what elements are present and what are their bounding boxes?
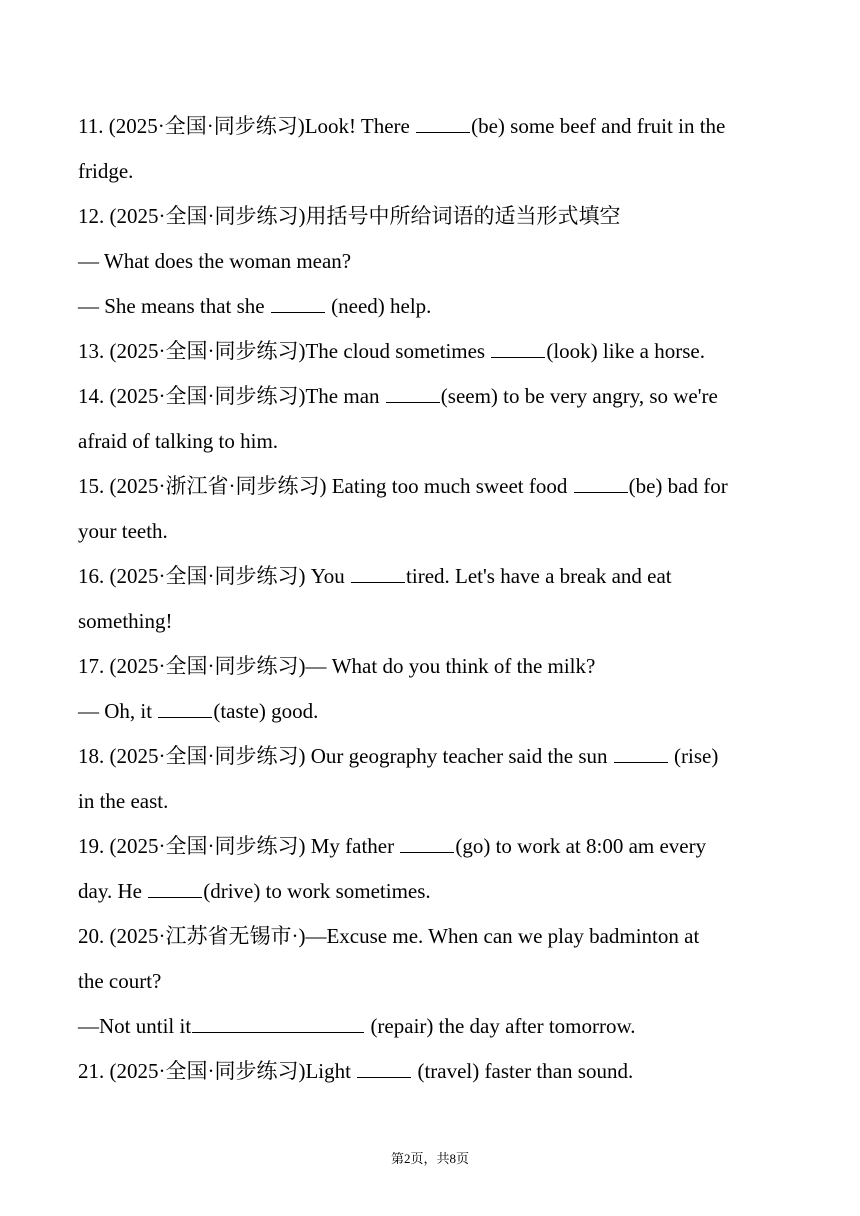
question-list [78,104,788,1094]
q20-continuation: the court? [78,969,162,993]
q14-line-2 [78,419,788,464]
q19-line-1 [78,824,788,869]
q12-text: 12. (2025·全国·同步练习)用括号中所给词语的适当形式填空 [78,204,621,228]
q18-line-2 [78,779,788,824]
q11-text-after: (be) some beef and fruit in the [471,114,726,138]
answer-blank[interactable] [416,112,470,133]
q18-text-after: (rise) [668,744,719,768]
q14-text: 14. (2025·全国·同步练习)The man [78,384,385,408]
answer-blank[interactable] [192,1012,364,1033]
q17-text-after: (taste) good. [213,699,319,723]
answer-blank[interactable] [357,1057,411,1078]
q16-line-2 [78,599,788,644]
q16-text: 16. (2025·全国·同步练习) You [78,564,351,588]
q15-line-2 [78,509,788,554]
q21-text-after: (travel) faster than sound. [412,1059,634,1083]
answer-blank[interactable] [386,382,440,403]
q14-continuation: afraid of talking to him. [78,429,279,453]
q13-text-after: (look) like a horse. [546,339,705,363]
q15-continuation: your teeth. [78,519,168,543]
q14-line-1 [78,374,788,419]
q20-line-3 [78,1004,788,1049]
q11-text: 11. (2025·全国·同步练习)Look! There [78,114,416,138]
q19-text: 19. (2025·全国·同步练习) My father [78,834,400,858]
q12-line-2 [78,239,788,284]
q15-text-after: (be) bad for [628,474,728,498]
answer-blank[interactable] [158,697,212,718]
q17-line-1 [78,644,788,689]
q18-continuation: in the east. [78,789,169,813]
answer-blank[interactable] [574,472,628,493]
q12-dialogue-1: — What does the woman mean? [78,249,352,273]
q12-dialogue-2: — She means that she [78,294,270,318]
q19-continuation: day. He [78,879,148,903]
q13-line-1 [78,329,788,374]
q19-text-after-2: (drive) to work sometimes. [203,879,431,903]
q16-line-1 [78,554,788,599]
q12-line-3 [78,284,788,329]
page-number-footer: 第2页，共8页 [390,1151,469,1166]
q14-text-after: (seem) to be very angry, so we're [440,384,718,408]
answer-blank[interactable] [351,562,405,583]
answer-blank[interactable] [271,292,325,313]
q16-continuation: something! [78,609,173,633]
q20-dialogue: —Not until it [78,1014,192,1038]
q13-text: 13. (2025·全国·同步练习)The cloud sometimes [78,339,491,363]
q11-continuation: fridge. [78,159,134,183]
answer-blank[interactable] [614,742,668,763]
q20-line-1 [78,914,788,959]
q17-dialogue: — Oh, it [78,699,158,723]
q20-text: 20. (2025·江苏省无锡市·)—Excuse me. When can we play badminton at [78,924,700,948]
q12-line-1 [78,194,788,239]
answer-blank[interactable] [148,877,202,898]
q20-line-2 [78,959,788,1004]
q11-line-1 [78,104,788,149]
q15-text: 15. (2025·浙江省·同步练习) Eating too much sweet food [78,474,573,498]
q17-text: 17. (2025·全国·同步练习)— What do you think of the milk? [78,654,596,678]
q17-line-2 [78,689,788,734]
q20-text-after: (repair) the day after tomorrow. [365,1014,636,1038]
q15-line-1 [78,464,788,509]
q12-text-after: (need) help. [325,294,432,318]
q21-text: 21. (2025·全国·同步练习)Light [78,1059,357,1083]
answer-blank[interactable] [491,337,545,358]
q11-line-2 [78,149,788,194]
q21-line-1 [78,1049,788,1094]
q19-text-after: (go) to work at 8:00 am every [455,834,707,858]
q18-line-1 [78,734,788,779]
q18-text: 18. (2025·全国·同步练习) Our geography teacher said the sun [78,744,613,768]
q16-text-after: tired. Let's have a break and eat [406,564,672,588]
answer-blank[interactable] [400,832,454,853]
q19-line-2 [78,869,788,914]
